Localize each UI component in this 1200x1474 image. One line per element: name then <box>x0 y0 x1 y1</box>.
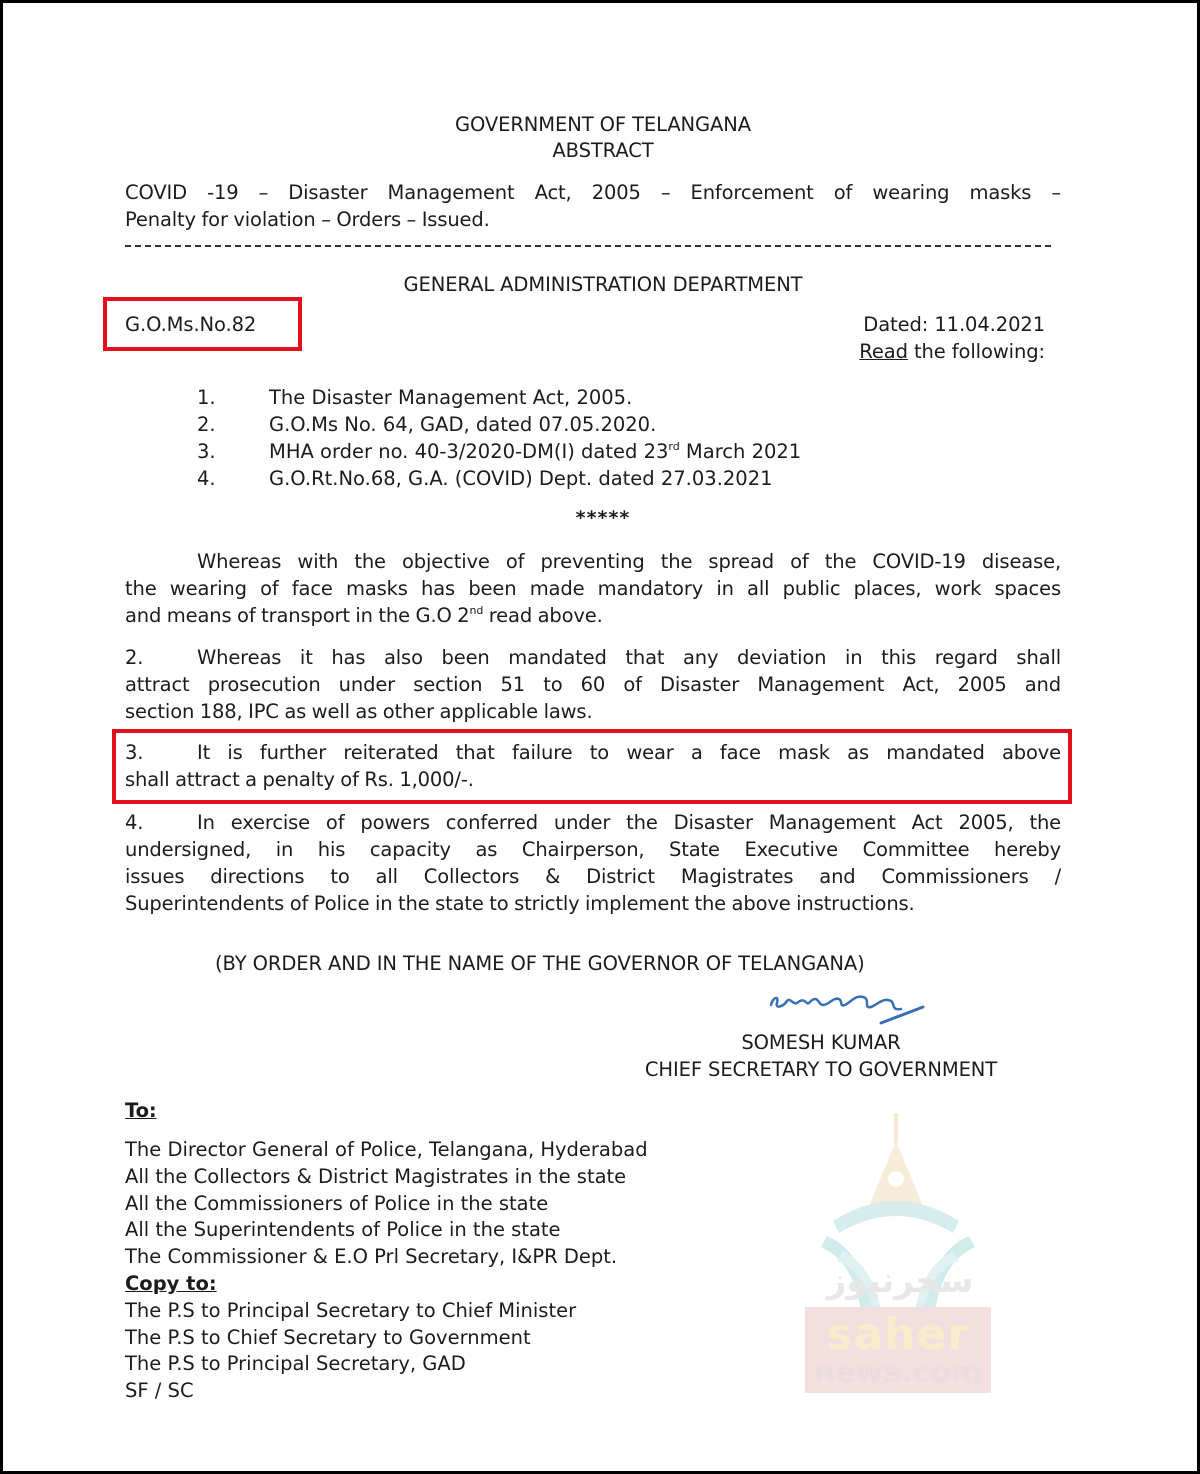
reference-text-part: MHA order no. 40-3/2020-DM(I) dated 23 <box>269 440 669 463</box>
reference-text: G.O.Ms No. 64, GAD, dated 07.05.2020. <box>269 413 657 436</box>
subject <box>125 179 1061 233</box>
paragraph-text: and means of transport in the G.O 2 <box>125 604 470 627</box>
paragraph-number: 2. <box>125 646 144 669</box>
to-list <box>125 1137 648 1405</box>
watermark-text-2: news.com <box>813 1355 983 1390</box>
reference-number: 4. <box>197 467 216 490</box>
reference-text: G.O.Rt.No.68, G.A. (COVID) Dept. dated 27.03.2021 <box>269 467 773 490</box>
to-recipient: All the Commissioners of Police in the state <box>125 1191 549 1215</box>
paragraph-line: shall attract a penalty of Rs. 1,000/-. <box>125 768 474 791</box>
superscript: nd <box>469 604 484 617</box>
paragraph-line <box>125 644 1061 671</box>
reference-number: 1. <box>197 386 216 409</box>
paragraph-line: issues directions to all Collectors & District Magistrates and Commissioners / <box>125 865 1061 888</box>
signature-icon <box>763 983 933 1033</box>
paragraph-text: Whereas with the objective of preventing the spread of the COVID-19 disease, <box>197 550 1061 573</box>
to-recipient: The Director General of Police, Telangana, Hyderabad <box>125 1138 648 1161</box>
order-number: G.O.Ms.No.82 <box>125 313 257 336</box>
paragraph-line: the wearing of face masks has been made mandatory in all public places, work spaces <box>125 577 1061 600</box>
order-date: Dated: 11.04.2021 <box>863 313 1045 336</box>
paragraph-line: attract prosecution under section 51 to 60 of Disaster Management Act, 2005 and <box>125 673 1061 696</box>
copy-recipient: The P.S to Principal Secretary, GAD <box>125 1352 466 1376</box>
paragraph-number: 4. <box>125 811 144 834</box>
watermark-text-1: saher <box>826 1309 970 1360</box>
abstract-heading: ABSTRACT <box>552 139 654 162</box>
paragraph-line: Superintendents of Police in the state to strictly implement the above instructions. <box>125 892 915 915</box>
department-heading: GENERAL ADMINISTRATION DEPARTMENT <box>403 273 803 296</box>
read-rest: the following: <box>907 340 1045 363</box>
paragraph-line: undersigned, in his capacity as Chairperson, State Executive Committee hereby <box>125 838 1061 861</box>
to-recipient: All the Collectors & District Magistrates in the state <box>125 1164 627 1188</box>
signatory-name: SOMESH KUMAR <box>741 1031 901 1054</box>
subject-line-1: COVID -19 – Disaster Management Act, 2005 – Enforcement of wearing masks – <box>125 181 1061 204</box>
paragraph-line <box>125 602 1061 629</box>
paragraph-text: Whereas it has also been mandated that any deviation in this regard shall <box>197 646 1061 669</box>
dashed-separator <box>125 245 1055 247</box>
paragraph-line <box>125 809 1061 836</box>
order-of-governor: (BY ORDER AND IN THE NAME OF THE GOVERNOR OF TELANGANA) <box>215 952 865 975</box>
to-recipient: All the Superintendents of Police in the state <box>125 1218 561 1242</box>
superscript: rd <box>668 440 680 453</box>
paragraph-text: It is further reiterated that failure to wear a face mask as mandated above <box>197 741 1061 764</box>
read-following <box>832 340 1045 363</box>
reference-text <box>269 440 801 463</box>
reference-text-part: March 2021 <box>679 440 802 463</box>
paragraph-line <box>125 548 1061 575</box>
stars-separator: ***** <box>575 507 631 529</box>
paragraph-number: 3. <box>125 741 144 764</box>
paragraph-1 <box>125 548 1061 629</box>
subject-line-2: Penalty for violation – Orders – Issued. <box>125 208 490 231</box>
to-recipient: The Commissioner & E.O Prl Secretary, I&PR Dept. <box>125 1245 618 1269</box>
copy-to-label: Copy to: <box>125 1271 217 1295</box>
copy-recipient: The P.S to Chief Secretary to Government <box>125 1325 531 1349</box>
copy-recipient: SF / SC <box>125 1379 194 1403</box>
copy-recipient: The P.S to Principal Secretary to Chief Minister <box>125 1298 577 1322</box>
paragraph-4 <box>125 809 1061 917</box>
signatory-title: CHIEF SECRETARY TO GOVERNMENT <box>644 1058 998 1081</box>
read-word: Read <box>859 340 908 363</box>
government-heading: GOVERNMENT OF TELANGANA <box>454 113 752 136</box>
paragraph-3 <box>125 739 1061 793</box>
paragraph-text: read above. <box>483 604 603 627</box>
watermark-logo <box>803 1111 993 1396</box>
paragraph-line <box>125 739 1061 766</box>
paragraph-line: section 188, IPC as well as other applicable laws. <box>125 700 593 723</box>
paragraph-text: In exercise of powers conferred under the Disaster Management Act 2005, the <box>197 811 1061 834</box>
to-label: To: <box>125 1099 157 1122</box>
reference-number: 2. <box>197 413 216 436</box>
reference-text: The Disaster Management Act, 2005. <box>269 386 633 409</box>
paragraph-2 <box>125 644 1061 725</box>
watermark-arabic-text: سحرنيوز <box>826 1261 974 1301</box>
reference-number: 3. <box>197 440 216 463</box>
